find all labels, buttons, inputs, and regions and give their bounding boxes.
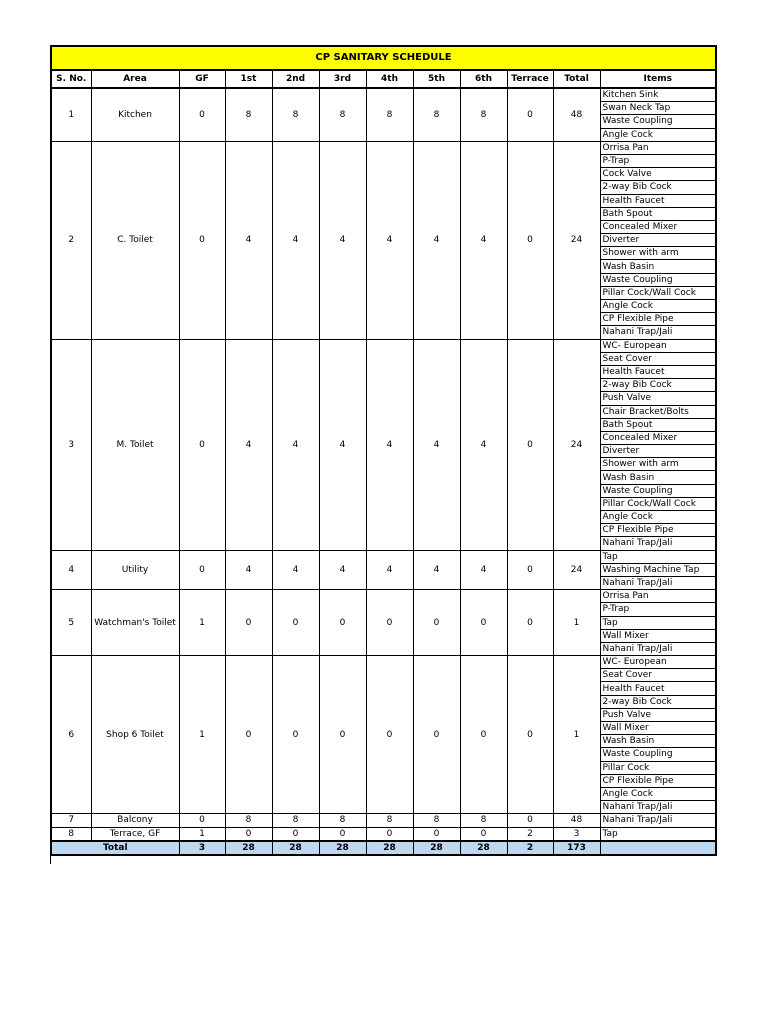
value-cell: 0 [413,590,460,656]
value-cell: 8 [413,814,460,827]
sno-cell: 4 [51,550,91,590]
value-cell: 4 [413,339,460,550]
value-cell: 0 [179,814,225,827]
item-cell: Wall Mixer [600,722,716,735]
item-cell: Angle Cock [600,787,716,800]
item-cell: CP Flexible Pipe [600,524,716,537]
total-value-cell: 28 [366,841,413,855]
header-4th: 4th [366,70,413,88]
schedule-title: CP SANITARY SCHEDULE [51,46,716,70]
area-cell: Kitchen [91,88,179,141]
value-cell: 0 [319,827,366,841]
item-cell: Tap [600,616,716,629]
value-cell: 0 [413,656,460,814]
value-cell: 8 [460,88,507,141]
value-cell: 0 [507,339,553,550]
value-cell: 0 [179,88,225,141]
value-cell: 0 [225,656,272,814]
value-cell: 24 [553,550,600,590]
table-row [51,827,716,841]
area-cell: Watchman's Toilet [91,590,179,656]
table-row [51,590,716,603]
total-value-cell: 28 [272,841,319,855]
value-cell: 4 [366,141,413,339]
value-cell: 1 [553,656,600,814]
item-cell: Nahani Trap/Jali [600,576,716,589]
value-cell: 4 [460,141,507,339]
item-cell: Waste Coupling [600,273,716,286]
item-cell: Angle Cock [600,128,716,141]
item-cell: Orrisa Pan [600,590,716,603]
value-cell: 8 [460,814,507,827]
item-cell: Push Valve [600,708,716,721]
item-cell: Concealed Mixer [600,431,716,444]
item-cell: 2-way Bib Cock [600,181,716,194]
item-cell: Chair Bracket/Bolts [600,405,716,418]
header-terrace: Terrace [507,70,553,88]
item-cell: Wash Basin [600,735,716,748]
value-cell: 4 [225,550,272,590]
value-cell: 3 [553,827,600,841]
value-cell: 1 [553,590,600,656]
value-cell: 0 [366,590,413,656]
value-cell: 8 [272,814,319,827]
item-cell: Washing Machine Tap [600,563,716,576]
area-cell: C. Toilet [91,141,179,339]
value-cell: 0 [272,590,319,656]
header-5th: 5th [413,70,460,88]
item-cell: Orrisa Pan [600,141,716,154]
sno-cell: 5 [51,590,91,656]
header-gf: GF [179,70,225,88]
item-cell: Pillar Cock/Wall Cock [600,286,716,299]
value-cell: 48 [553,814,600,827]
header-total: Total [553,70,600,88]
table-row [51,88,716,102]
table-row [51,814,716,827]
item-cell: P-Trap [600,603,716,616]
value-cell: 0 [507,141,553,339]
value-cell: 0 [507,814,553,827]
sheet-edge-line [50,852,51,864]
header-items: Items [600,70,716,88]
table-row [51,141,716,154]
header-6th: 6th [460,70,507,88]
value-cell: 0 [460,827,507,841]
sno-cell: 2 [51,141,91,339]
value-cell: 1 [179,827,225,841]
item-cell: Health Faucet [600,194,716,207]
item-cell: Wash Basin [600,260,716,273]
item-cell: Waste Coupling [600,115,716,128]
header-3rd: 3rd [319,70,366,88]
item-cell: 2-way Bib Cock [600,379,716,392]
value-cell: 8 [272,88,319,141]
total-value-cell: 28 [319,841,366,855]
area-cell: Terrace, GF [91,827,179,841]
item-cell: Pillar Cock [600,761,716,774]
value-cell: 0 [460,590,507,656]
total-value-cell: 3 [179,841,225,855]
item-cell: Nahani Trap/Jali [600,814,716,827]
total-value-cell: 173 [553,841,600,855]
area-cell: Balcony [91,814,179,827]
value-cell: 0 [413,827,460,841]
value-cell: 0 [319,590,366,656]
sno-cell: 3 [51,339,91,550]
sno-cell: 6 [51,656,91,814]
value-cell: 0 [366,827,413,841]
item-cell: Concealed Mixer [600,220,716,233]
total-value-cell: 28 [460,841,507,855]
value-cell: 4 [272,550,319,590]
value-cell: 4 [366,550,413,590]
value-cell: 0 [460,656,507,814]
value-cell: 0 [225,590,272,656]
item-cell: Angle Cock [600,300,716,313]
value-cell: 48 [553,88,600,141]
value-cell: 4 [319,550,366,590]
value-cell: 4 [225,141,272,339]
item-cell: Nahani Trap/Jali [600,801,716,814]
sno-cell: 8 [51,827,91,841]
item-cell: Seat Cover [600,352,716,365]
value-cell: 8 [366,814,413,827]
item-cell: Nahani Trap/Jali [600,642,716,655]
value-cell: 0 [366,656,413,814]
item-cell: Nahani Trap/Jali [600,326,716,339]
item-cell: Health Faucet [600,365,716,378]
item-cell: Pillar Cock/Wall Cock [600,497,716,510]
item-cell: Diverter [600,234,716,247]
area-cell: Shop 6 Toilet [91,656,179,814]
item-cell: Bath Spout [600,418,716,431]
total-label: Total [51,841,179,855]
value-cell: 4 [319,141,366,339]
value-cell: 24 [553,339,600,550]
table-row [51,656,716,669]
value-cell: 0 [507,656,553,814]
value-cell: 0 [179,141,225,339]
value-cell: 4 [319,339,366,550]
schedule-sheet [50,45,717,856]
item-cell: Waste Coupling [600,484,716,497]
item-cell: Health Faucet [600,682,716,695]
item-cell: Kitchen Sink [600,88,716,102]
total-value-cell: 28 [413,841,460,855]
value-cell: 0 [225,827,272,841]
item-cell: 2-way Bib Cock [600,695,716,708]
value-cell: 1 [179,656,225,814]
value-cell: 4 [460,550,507,590]
value-cell: 8 [319,88,366,141]
value-cell: 1 [179,590,225,656]
item-cell: P-Trap [600,154,716,167]
value-cell: 0 [507,88,553,141]
item-cell: Tap [600,827,716,841]
value-cell: 4 [413,141,460,339]
total-row [51,841,716,855]
item-cell: Push Valve [600,392,716,405]
total-value-cell: 2 [507,841,553,855]
value-cell: 2 [507,827,553,841]
area-cell: Utility [91,550,179,590]
item-cell: WC- European [600,339,716,352]
value-cell: 0 [272,827,319,841]
item-cell: WC- European [600,656,716,669]
value-cell: 0 [319,656,366,814]
value-cell: 0 [507,550,553,590]
area-cell: M. Toilet [91,339,179,550]
item-cell: Waste Coupling [600,748,716,761]
table-row [51,550,716,563]
total-value-cell: 28 [225,841,272,855]
header-row [51,70,716,88]
title-row [51,46,716,70]
item-cell: Nahani Trap/Jali [600,537,716,550]
value-cell: 0 [272,656,319,814]
value-cell: 0 [507,590,553,656]
item-cell: Shower with arm [600,458,716,471]
value-cell: 8 [366,88,413,141]
item-cell: Swan Neck Tap [600,102,716,115]
header-1st: 1st [225,70,272,88]
item-cell: CP Flexible Pipe [600,774,716,787]
sanitary-schedule-table [50,45,717,856]
item-cell: Bath Spout [600,207,716,220]
value-cell: 0 [179,339,225,550]
item-cell: Seat Cover [600,669,716,682]
value-cell: 4 [272,141,319,339]
value-cell: 4 [460,339,507,550]
item-cell: Shower with arm [600,247,716,260]
item-cell: Wall Mixer [600,629,716,642]
value-cell: 4 [413,550,460,590]
header-area: Area [91,70,179,88]
table-row [51,339,716,352]
sno-cell: 1 [51,88,91,141]
item-cell: Tap [600,550,716,563]
item-cell: Angle Cock [600,511,716,524]
value-cell: 8 [225,814,272,827]
value-cell: 8 [225,88,272,141]
value-cell: 4 [366,339,413,550]
header-sno: S. No. [51,70,91,88]
header-2nd: 2nd [272,70,319,88]
item-cell: Diverter [600,445,716,458]
item-cell: CP Flexible Pipe [600,313,716,326]
value-cell: 8 [413,88,460,141]
sno-cell: 7 [51,814,91,827]
value-cell: 0 [179,550,225,590]
total-items-cell [600,841,716,855]
item-cell: Cock Valve [600,168,716,181]
item-cell: Wash Basin [600,471,716,484]
value-cell: 4 [272,339,319,550]
value-cell: 24 [553,141,600,339]
value-cell: 4 [225,339,272,550]
value-cell: 8 [319,814,366,827]
